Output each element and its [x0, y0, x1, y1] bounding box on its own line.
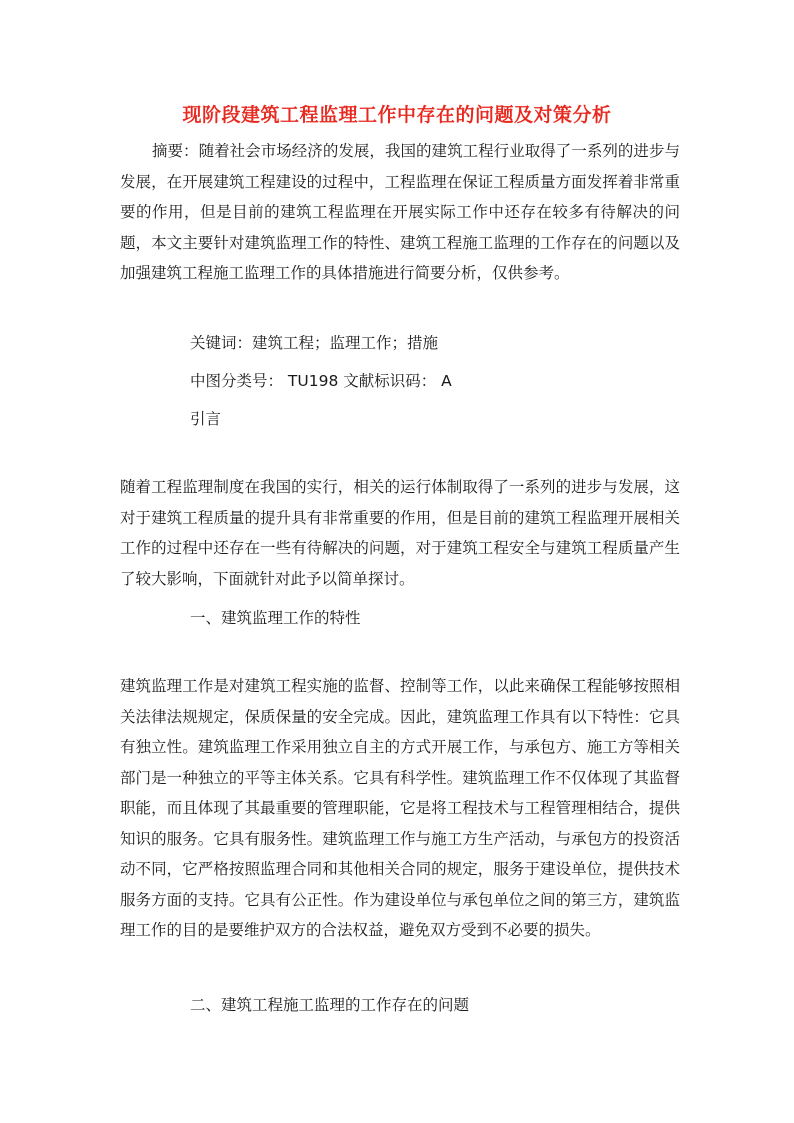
intro-heading: 引言	[190, 410, 222, 428]
classification-line: 中图分类号： TU198 文献标识码： A	[190, 372, 452, 390]
section-1-heading: 一、建筑监理工作的特性	[190, 609, 361, 627]
section-1-paragraph: 建筑监理工作是对建筑工程实施的监督、控制等工作，以此来确保工程能够按照相关法律法规规定，保质保量的安全完成。因此，建筑监理工作具有以下特性：它具有独立性。建筑监理工作采用独立自主的方式开展工作，与承包方、施工方等相关部门是一种独立的平等主体关系。它具有科学性。建筑监理工作不仅体现了其监督职能，而且体现了其最重要的管理职能，它是将工程技术与工程管理相结合，提供知识的服务。它具有服务性。建筑监理工作与施工方生产活动，与承包方的投资活动不同，它严格按照监理合同和其他相关合同的规定，服务于建设单位，提供技术服务方面的支持。它具有公正性。作为建设单位与承包单位之间的第三方，建筑监理工作的目的是要维护双方的合法权益，避免双方受到不必要的损失。	[120, 677, 680, 939]
section-2-heading: 二、建筑工程施工监理的工作存在的问题	[190, 996, 470, 1014]
intro-paragraph: 随着工程监理制度在我国的实行，相关的运行体制取得了一系列的进步与发展，这对于建筑工程质量的提升具有非常重要的作用，但是目前的建筑工程监理开展相关工作的过程中还存在一些有待解决的问题，对于建筑工程安全与建筑工程质量产生了较大影响，下面就针对此予以简单探讨。	[120, 478, 680, 588]
abstract-paragraph: 摘要：随着社会市场经济的发展，我国的建筑工程行业取得了一系列的进步与发展，在开展建筑工程建设的过程中，工程监理在保证工程质量方面发挥着非常重要的作用，但是目前的建筑工程监理在开展实际工作中还存在较多有待解决的问题，本文主要针对建筑监理工作的特性、建筑工程施工监理的工作存在的问题以及加强建筑工程施工监理工作的具体措施进行简要分析，仅供参考。	[120, 142, 680, 282]
keywords-line: 关键词：建筑工程；监理工作；措施	[190, 334, 439, 352]
document-title: 现阶段建筑工程监理工作中存在的问题及对策分析	[182, 104, 612, 126]
